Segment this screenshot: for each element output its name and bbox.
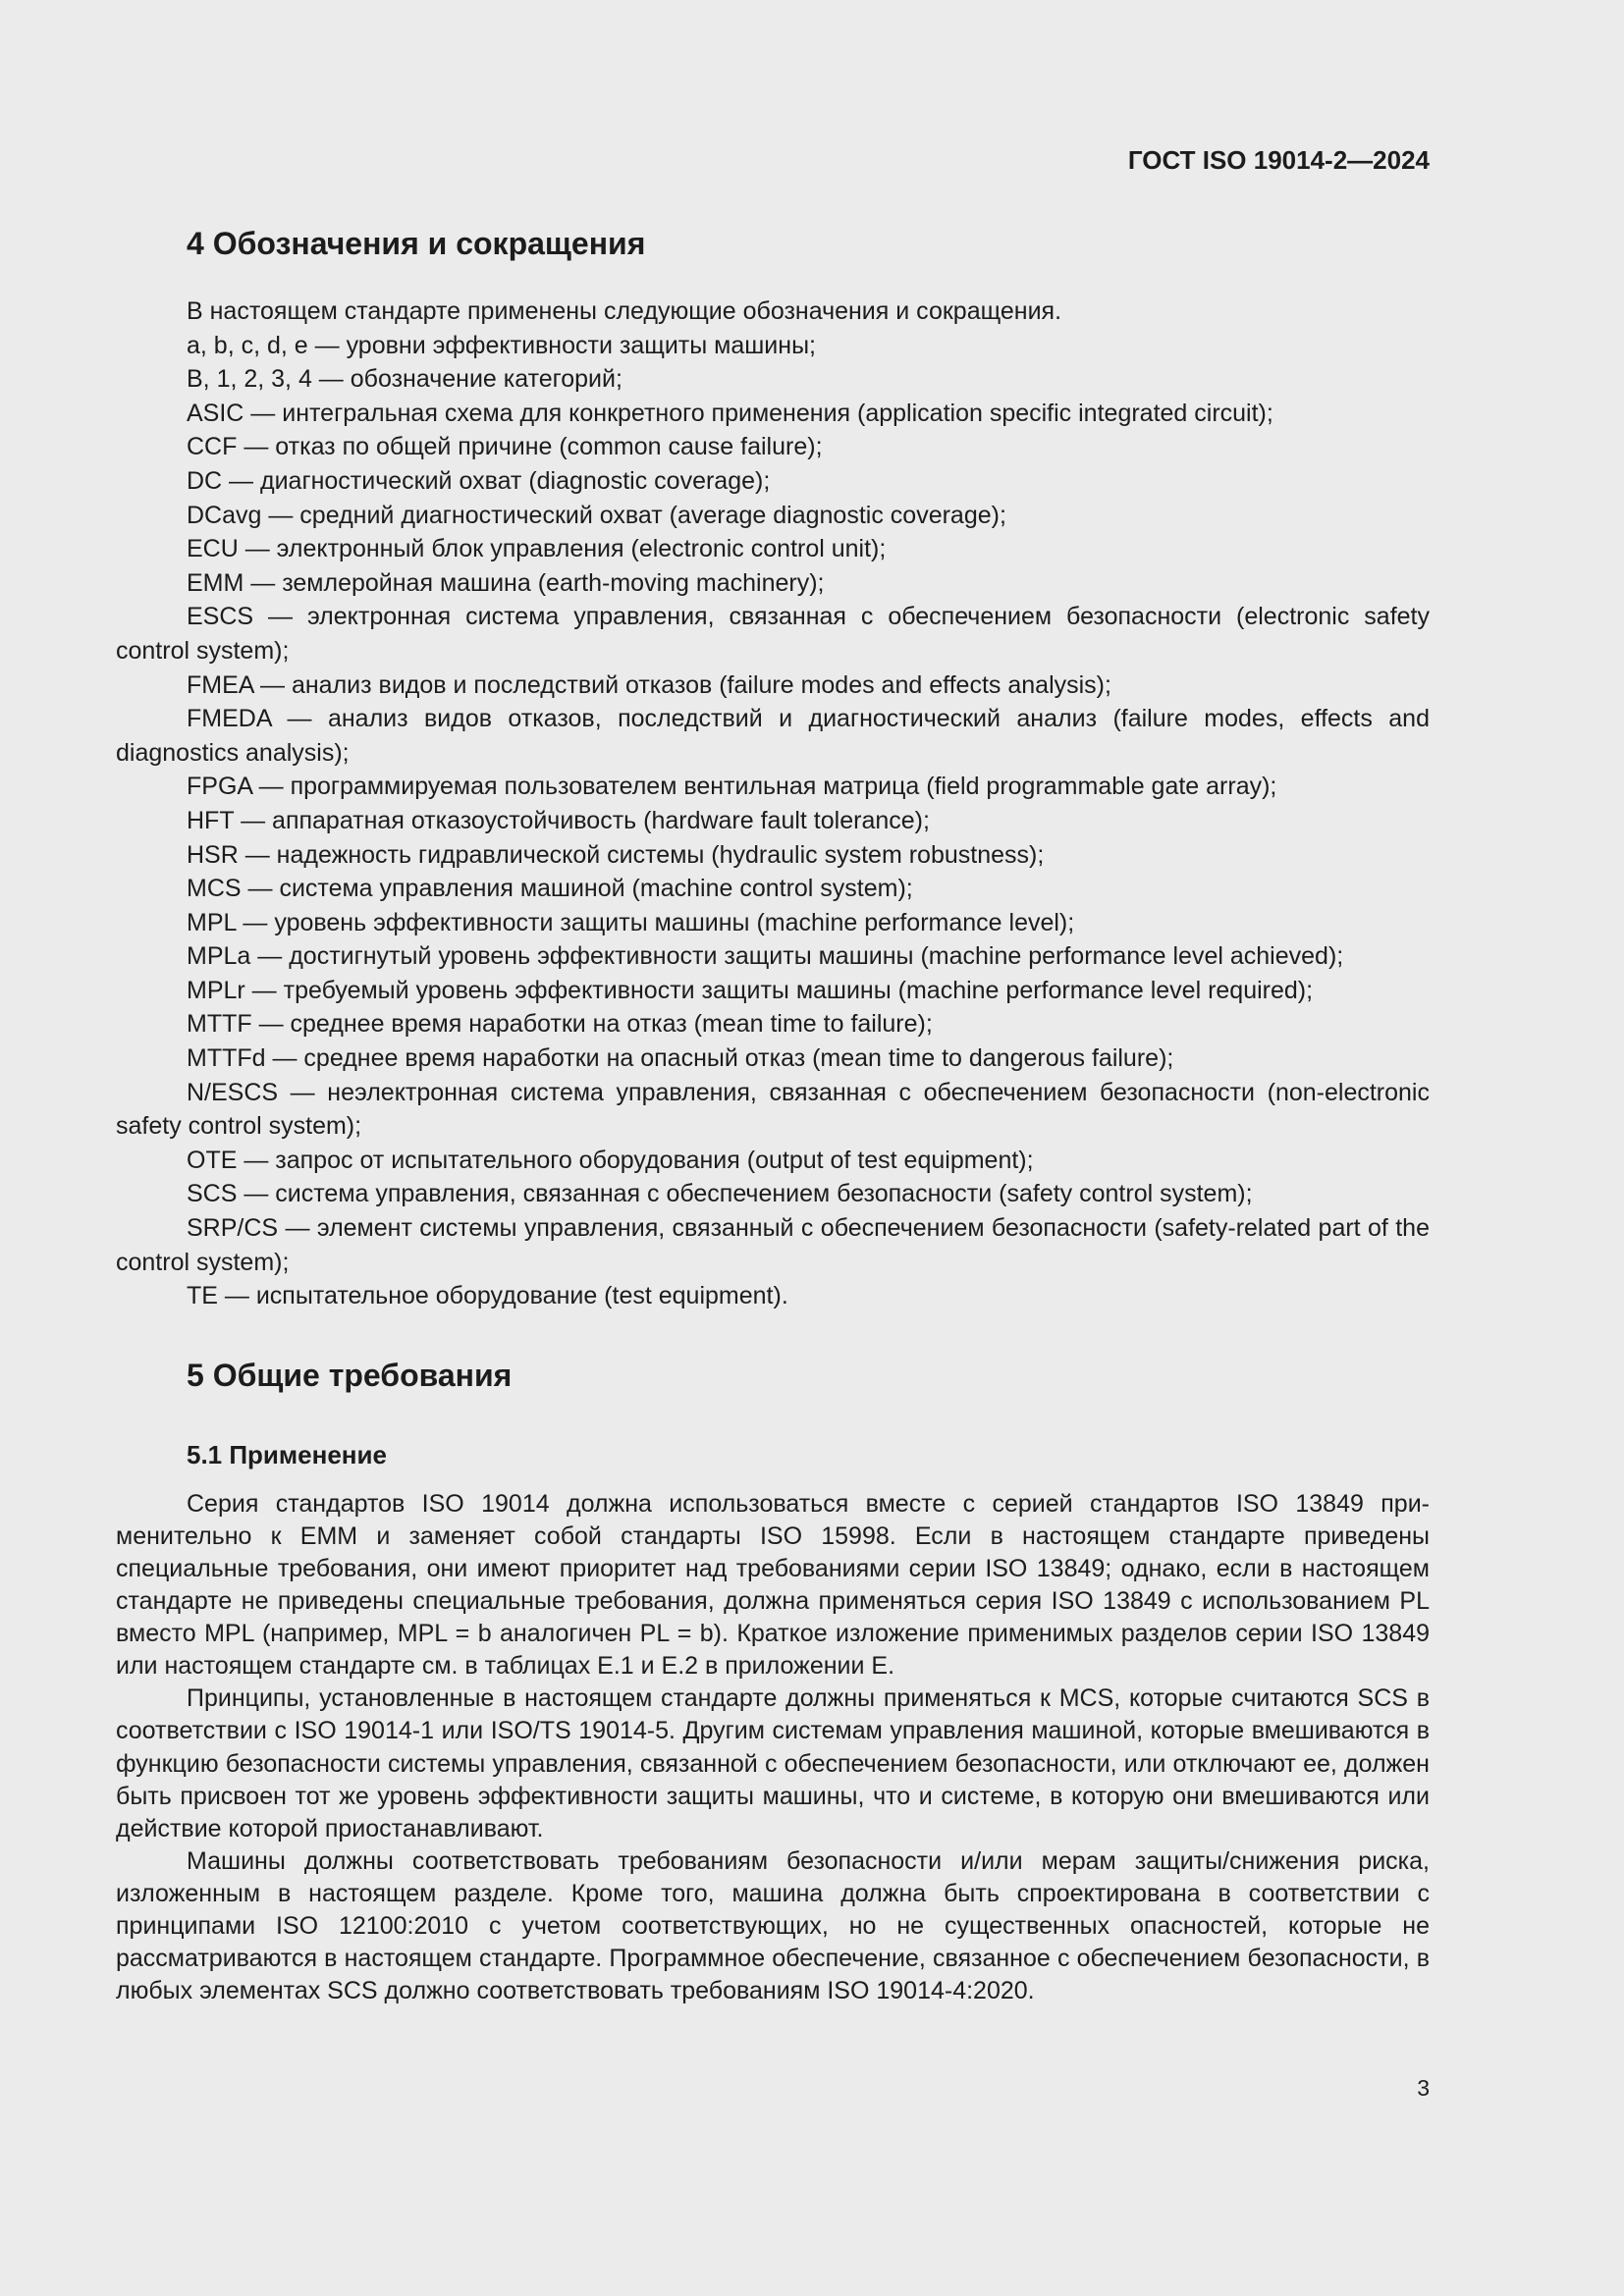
body-paragraph: Серия стандартов ISO 19014 должна использоваться вместе с серией стандартов ISO 13849 применительно к EMM и заменяет собой стандарты ISO 15998. Если в настоящем стандарте приведены специальные требования, они имеют приоритет над требованиями серии ISO 13849; однако, если в настоящем стандарте не приведены специальные требования, должна применяться серия ISO 13849 с использованием PL вместо MPL (например, MPL = b аналогичен PL = b). Краткое изложение применимых разделов серии ISO 13849 или настоящем стандарте см. в таблицах E.1 и E.2 в приложении E. <box>116 1489 1430 1681</box>
abbreviation-item: SCS — система управления, связанная с обеспечением безопасности (safety control system); <box>187 1180 1253 1208</box>
abbreviation-item: FPGA — программируемая пользователем вентильная матрица (field programmable gate array); <box>187 773 1277 801</box>
abbreviation-item: CCF — отказ по общей причине (common cause failure); <box>187 433 823 461</box>
abbreviations-intro: В настоящем стандарте применены следующие обозначения и сокращения. <box>187 297 1062 325</box>
abbreviation-item: B, 1, 2, 3, 4 — обозначение категорий; <box>187 365 623 394</box>
abbreviation-item: DC — диагностический охват (diagnostic coverage); <box>187 466 771 495</box>
abbreviation-item: MPLa — достигнутый уровень эффективности защиты машины (machine performance level achieved); <box>187 942 1344 971</box>
abbreviation-item: MTTFd — среднее время наработки на опасный отказ (mean time to dangerous failure); <box>187 1044 1174 1073</box>
body-paragraph: Машины должны соответствовать требованиям безопасности и/или мерам защиты/снижения риска, изложенным в настоящем разделе. Кроме того, машина должна быть спроектирована в соответствии с принципами ISO 12100:2010 с учетом соответствующих, но не существенных опасностей, которые не рассматриваются в настоящем стандарте. Программное обеспечение, связанное с обеспечением безопасности, в любых элементах SCS должно соответствовать требованиям ISO 19014-4:2020. <box>116 1846 1430 2005</box>
subsection-5-1-title: 5.1 Применение <box>187 1439 387 1469</box>
page-content <box>116 224 1430 2007</box>
abbreviation-item: a, b, c, d, e — уровни эффективности защиты машины; <box>187 331 816 359</box>
abbreviations-list <box>116 294 1430 1313</box>
abbreviation-item: ECU — электронный блок управления (electronic control unit); <box>187 535 887 563</box>
abbreviation-item: OTE — запрос от испытательного оборудования (output of test equipment); <box>187 1146 1034 1174</box>
abbreviation-item: MTTF — среднее время наработки на отказ (mean time to failure); <box>187 1010 933 1039</box>
abbreviation-item: FMEA — анализ видов и последствий отказов (failure modes and effects analysis); <box>187 670 1111 699</box>
abbreviation-item: FMEDA — анализ видов отказов, последствий и диагностический анализ (failure modes, effects and diagnostics analysis); <box>116 705 1430 767</box>
subsection-5-1-body <box>116 1488 1430 2008</box>
abbreviation-item: MCS — система управления машиной (machine control system); <box>187 875 913 903</box>
abbreviation-item: SRP/CS — элемент системы управления, связанный с обеспечением безопасности (safety-related part of the control system); <box>116 1214 1430 1276</box>
document-code: ГОСТ ISO 19014-2—2024 <box>1127 145 1430 175</box>
abbreviation-item: HFT — аппаратная отказоустойчивость (hardware fault tolerance); <box>187 806 930 834</box>
page-number: 3 <box>1417 2075 1430 2101</box>
abbreviation-item: ASIC — интегральная схема для конкретного применения (application specific integrated circuit); <box>187 399 1273 427</box>
abbreviation-item: EMM — землеройная машина (earth-moving machinery); <box>187 568 825 597</box>
body-paragraph: Принципы, установленные в настоящем стандарте должны применяться к MCS, которые считаются SCS в соответствии с ISO 19014-1 или ISO/TS 19014-5. Другим системам управления машиной, которые вмешиваются в функцию безопасности системы управления, связанной с обеспечением безопасности, или отключают ее, должен быть присвоен тот же уровень эффективности защиты машины, что и системе, в которую они вмешиваются или действие которой приостанавливают. <box>116 1684 1430 1842</box>
section-5-title: 5 Общие требования <box>187 1357 513 1393</box>
abbreviation-item: MPLr — требуемый уровень эффективности защиты машины (machine performance level required); <box>187 976 1314 1004</box>
abbreviation-item: MPL — уровень эффективности защиты машины (machine performance level); <box>187 908 1075 936</box>
abbreviation-item: HSR — надежность гидравлической системы (hydraulic system robustness); <box>187 840 1045 869</box>
abbreviation-item: N/ESCS — неэлектронная система управления, связанная с обеспечением безопасности (non-electronic safety control system); <box>116 1078 1430 1141</box>
abbreviation-item: TE — испытательное оборудование (test equipment). <box>187 1282 788 1310</box>
abbreviation-item: DCavg — средний диагностический охват (average diagnostic coverage); <box>187 501 1006 529</box>
section-4-title: 4 Обозначения и сокращения <box>187 226 646 261</box>
abbreviation-item: ESCS — электронная система управления, связанная с обеспечением безопасности (electronic safety control system); <box>116 603 1430 665</box>
